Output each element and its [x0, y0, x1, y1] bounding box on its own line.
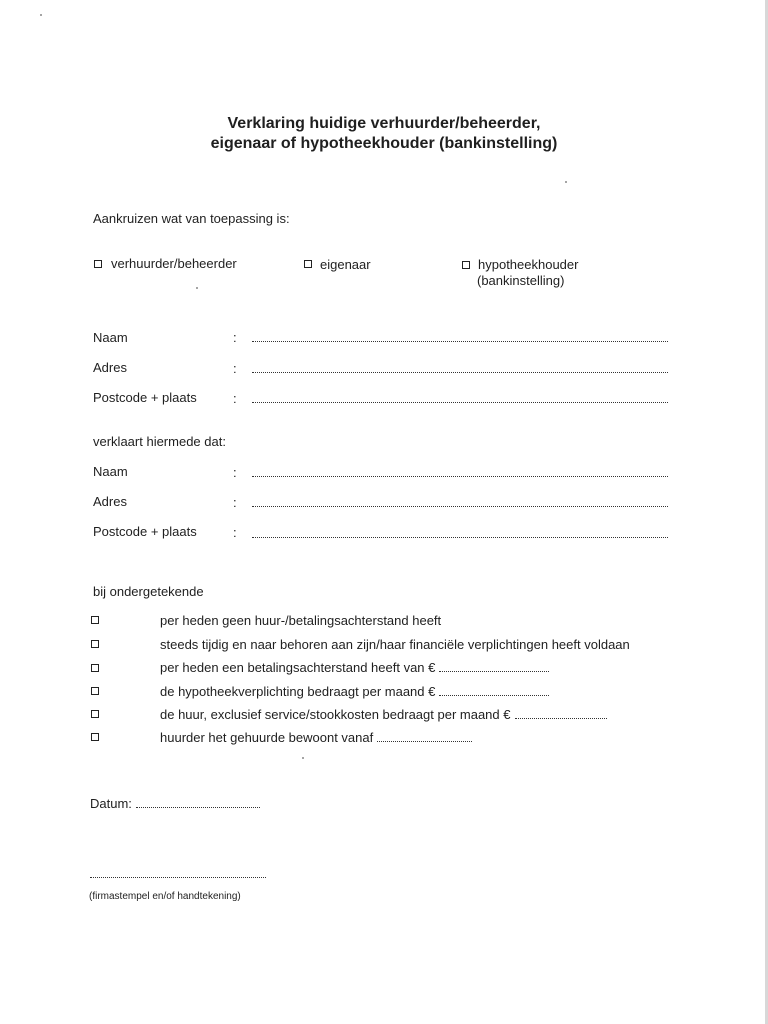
checkbox-statement-4[interactable] [91, 687, 99, 695]
field-label-postcode-1: Postcode + plaats [93, 390, 197, 405]
field-colon: : [233, 525, 237, 540]
field-label-postcode-2: Postcode + plaats [93, 524, 197, 539]
scan-speck [302, 757, 304, 759]
scan-speck [196, 287, 198, 289]
field-colon: : [233, 465, 237, 480]
scan-speck [40, 14, 42, 16]
scan-speck [565, 181, 567, 183]
instruction-text: Aankruizen wat van toepassing is: [93, 211, 290, 226]
checkbox-statement-6[interactable] [91, 733, 99, 741]
postcode-input-line-1[interactable] [252, 402, 668, 403]
date-row [90, 796, 260, 812]
checkbox-hypotheekhouder[interactable] [462, 261, 470, 269]
amount-input-line-hypotheek[interactable] [439, 695, 549, 696]
field-colon: : [233, 361, 237, 376]
checkbox-statement-1[interactable] [91, 616, 99, 624]
role-label-hypotheekhouder: hypotheekhouder [478, 257, 579, 272]
statement-5-text: de huur, exclusief service/stookkosten bedraagt per maand € [160, 707, 511, 722]
declares-text: verklaart hiermede dat: [93, 434, 226, 449]
field-colon: : [233, 495, 237, 510]
field-colon: : [233, 391, 237, 406]
naam-input-line-2[interactable] [252, 476, 668, 477]
statement-1-text: per heden geen huur-/betalingsachterstand heeft [160, 613, 442, 628]
signature-line[interactable] [90, 877, 266, 878]
adres-input-line-1[interactable] [252, 372, 668, 373]
adres-input-line-2[interactable] [252, 506, 668, 507]
field-label-adres-1: Adres [93, 360, 127, 375]
undersigned-text: bij ondergetekende [93, 584, 204, 599]
field-label-adres-2: Adres [93, 494, 127, 509]
role-label-bankinstelling: (bankinstelling) [477, 273, 565, 288]
role-label-eigenaar: eigenaar [320, 257, 371, 272]
statement-6-row [160, 730, 472, 746]
form-title-line-2: eigenaar of hypotheekhouder (bankinstelling) [210, 135, 558, 152]
amount-input-line-achterstand[interactable] [439, 671, 549, 672]
field-label-naam-1: Naam [93, 330, 128, 345]
statement-4-row [160, 684, 549, 700]
checkbox-eigenaar[interactable] [304, 260, 312, 268]
naam-input-line-1[interactable] [252, 341, 668, 342]
field-colon: : [233, 330, 237, 345]
checkbox-statement-2[interactable] [91, 640, 99, 648]
statement-5-row [160, 707, 607, 723]
date-input-line-bewoont[interactable] [377, 741, 472, 742]
postcode-input-line-2[interactable] [252, 537, 668, 538]
statement-2-text: steeds tijdig en naar behoren aan zijn/haar financiële verplichtingen heeft voldaan [160, 637, 630, 652]
statement-4-text: de hypotheekverplichting bedraagt per maand € [160, 684, 436, 699]
date-input-line[interactable] [136, 807, 260, 808]
statement-6-text: huurder het gehuurde bewoont vanaf [160, 730, 374, 745]
statement-3-row [160, 660, 549, 676]
date-label: Datum: [90, 796, 132, 811]
statement-3-text: per heden een betalingsachterstand heeft van € [160, 660, 436, 675]
signature-note: (firmastempel en/of handtekening) [89, 891, 241, 902]
field-label-naam-2: Naam [93, 464, 128, 479]
form-title-line-1: Verklaring huidige verhuurder/beheerder, [227, 115, 541, 132]
checkbox-statement-3[interactable] [91, 664, 99, 672]
checkbox-verhuurder[interactable] [94, 260, 102, 268]
checkbox-statement-5[interactable] [91, 710, 99, 718]
role-label-verhuurder: verhuurder/beheerder [111, 256, 237, 271]
amount-input-line-huur[interactable] [515, 718, 607, 719]
